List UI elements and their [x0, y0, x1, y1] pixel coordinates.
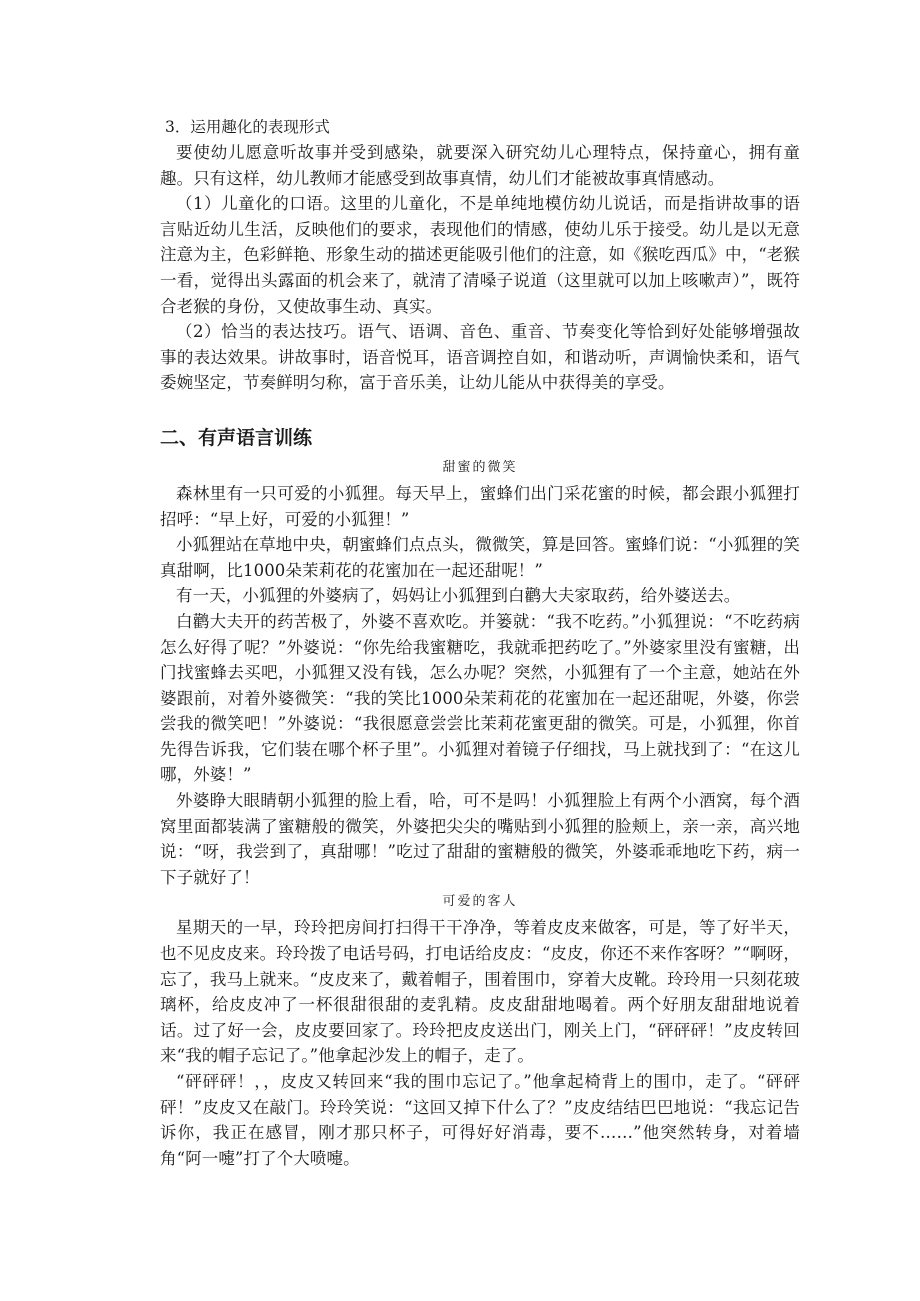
- story1-paragraph-1: 森林里有一只可爱的小狐狸。每天早上，蜜蜂们出门采花蜜的时候，都会跟小狐狸打招呼：“早上好，可爱的小狐狸！”: [160, 483, 800, 529]
- story2-paragraph-2: “砰砰砰！，，皮皮又转回来“我的围巾忘记了。”他拿起椅背上的围巾，走了。“砰砰砰！”皮皮又在敲门。玲玲笑说：“这回又掉下什么了？”皮皮结结巴巴地说：“我忘记告诉你，我正在感冒，刚才那只杯子，可得好好消毒，要不……”他突然转身，对着墙角“阿一嚏”打了个大喷嚏。: [160, 1072, 800, 1168]
- story1-title: 甜蜜的微笑: [442, 459, 518, 475]
- document-page: [160, 114, 800, 1171]
- section2-heading: 二、有声语言训练: [160, 426, 313, 449]
- story2-title: 可爱的客人: [442, 894, 518, 910]
- story1-paragraph-2: 小狐狸站在草地中央，朝蜜蜂们点点头，微微笑，算是回答。蜜蜂们说：“小狐狸的笑真甜啊，比1000朵茉莉花的花蜜加在一起还甜呢！”: [160, 535, 800, 580]
- section3-heading: 3．运用趣化的表现形式: [165, 118, 330, 136]
- story1-paragraph-4: 白鹳大夫开的药苦极了，外婆不喜欢吃。并篓就：“我不吃药。”小狐狸说：“不吃药病怎么好得了呢？”外婆说：“你先给我蜜糖吃，我就乖把药吃了。”外婆家里没有蜜糖，出门找蜜蜂去买吧，小狐狸又没有钱，怎么办呢？突然，小狐狸有了一个主意，她站在外婆跟前，对着外婆微笑：“我的笑比1000朵茉莉花的花蜜加在一起还甜呢，外婆，你尝尝我的微笑吧！”外婆说：“我很愿意尝尝比茉莉花蜜更甜的微笑。可是，小狐狸，你首先得告诉我，它们装在哪个杯子里”。小狐狸对着镜子仔细找，马上就找到了：“在这儿哪，外婆！”: [160, 611, 800, 785]
- section3-point1: （1）儿童化的口语。这里的儿童化，不是单纯地模仿幼儿说话，而是指讲故事的语言贴近幼儿生活，反映他们的要求，表现他们的情感，使幼儿乐于接受。幼儿是以无意注意为主，色彩鲜艳、形象生动的描述更能吸引他们的注意，如《猴吃西瓜》中，“老猴一看，觉得出头露面的机会来了，就清了清嗓子说道（这里就可以加上咳嗽声）”，既符合老猴的身份，又使故事生动、真实。: [160, 194, 800, 316]
- story1-paragraph-5: 外婆睁大眼睛朝小狐狸的脸上看，哈，可不是吗！小狐狸脸上有两个小酒窝，每个酒窝里面都装满了蜜糖般的微笑，外婆把尖尖的嘴贴到小狐狸的脸颊上，亲一亲，高兴地说：“呀，我尝到了，真甜哪！”吃过了甜甜的蜜糖般的微笑，外婆乖乖地吃下药，病一下子就好了！: [160, 791, 800, 887]
- story1-paragraph-3: 有一天，小狐狸的外婆病了，妈妈让小狐狸到白鹳大夫家取药，给外婆送去。: [176, 586, 741, 606]
- story2-paragraph-1: 星期天的一早，玲玲把房间打扫得干干净净，等着皮皮来做客，可是，等了好半天，也不见皮皮来。玲玲拨了电话号码，打电话给皮皮：“皮皮，你还不来作客呀？”“啊呀，忘了，我马上就来。“皮皮来了，戴着帽子，围着围巾，穿着大皮靴。玲玲用一只刻花玻璃杯，给皮皮冲了一杯很甜很甜的麦乳精。皮皮甜甜地喝着。两个好朋友甜甜地说着话。过了好一会，皮皮要回家了。玲玲把皮皮送出门，刚关上门，“砰砰砰！”皮皮转回来“我的帽子忘记了。”他拿起沙发上的帽子，走了。: [160, 918, 800, 1066]
- section3-point2: （2）恰当的表达技巧。语气、语调、音色、重音、节奏变化等恰到好处能够增强故事的表达效果。讲故事时，语音悦耳，语音调控自如，和谐动听，声调愉快柔和，语气委婉坚定，节奏鲜明匀称，富于音乐美，让幼儿能从中获得美的享受。: [160, 322, 800, 393]
- section3-intro: 要使幼儿愿意听故事并受到感染，就要深入研究幼儿心理特点，保持童心，拥有童趣。只有这样，幼儿教师才能感受到故事真情，幼儿们才能被故事真情感动。: [160, 143, 800, 188]
